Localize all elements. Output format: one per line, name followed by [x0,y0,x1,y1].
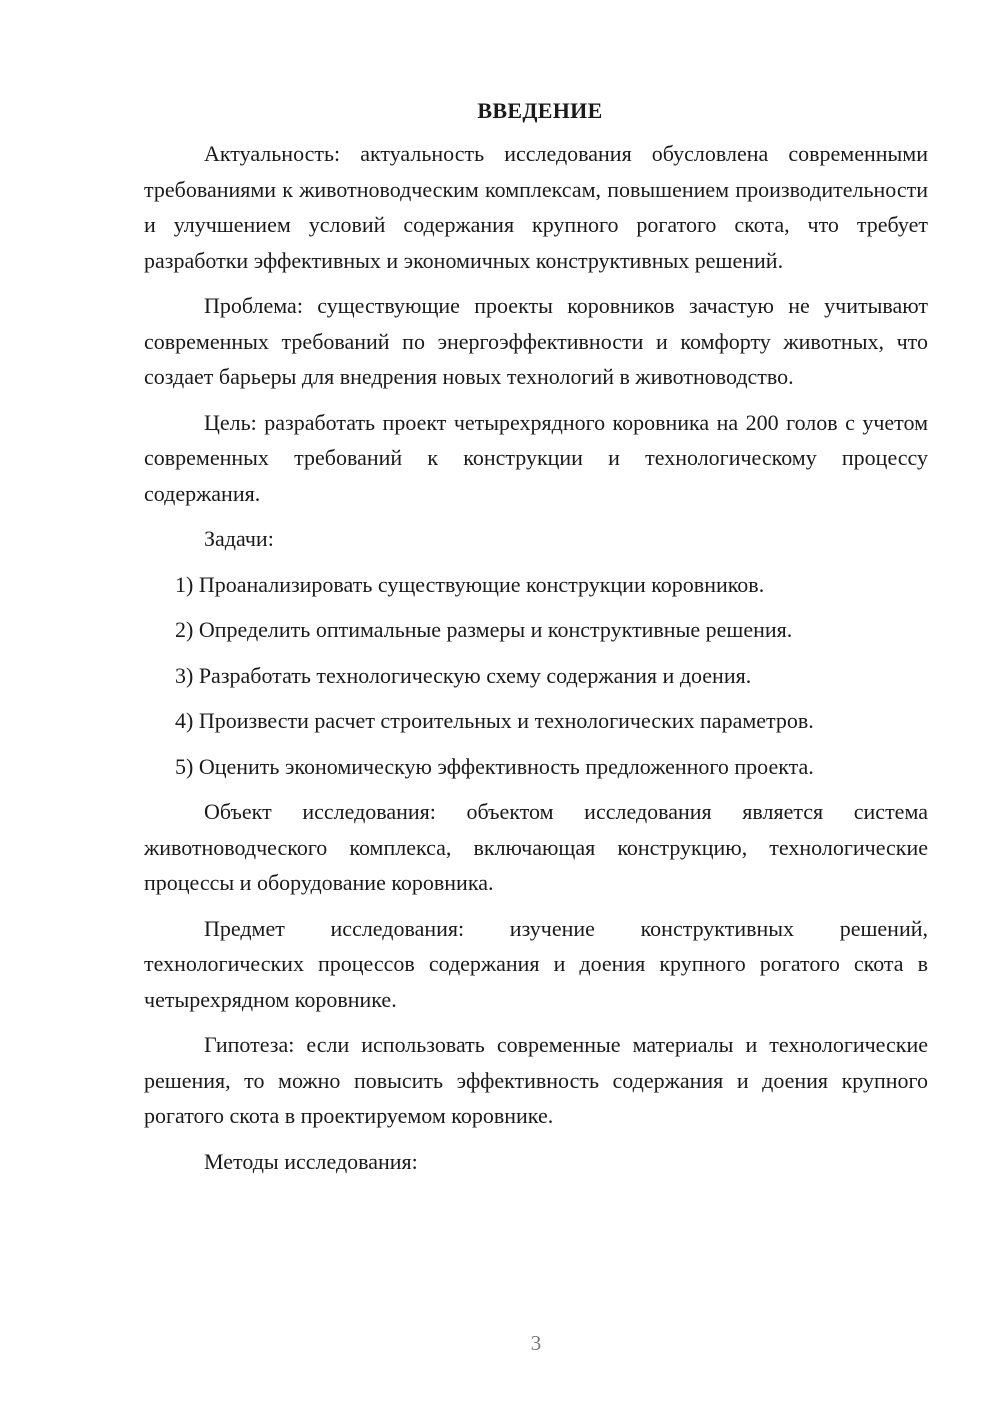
task-item: 5) Оценить экономическую эффективность предложенного проекта. [175,753,814,779]
goal-paragraph: Цель: разработать проект четырехрядного коровника на 200 голов с учетом современных требований к конструкции и технологическому процессу содержания. [144,409,928,506]
section-title: ВВЕДЕНИЕ [477,98,603,123]
relevance-paragraph: Актуальность: актуальность исследования обусловлена современными требованиями к животноводческим комплексам, повышением производительности и улучшением условий содержания крупного рогатого скота, что требует разработки эффективных и экономичных конструктивных решений. [144,141,928,273]
task-item: 2) Определить оптимальные размеры и конструктивные решения. [175,617,793,642]
methods-heading: Методы исследования: [204,1148,418,1174]
tasks-list [144,567,928,785]
document-page [144,96,928,1189]
hypothesis-paragraph: Гипотеза: если использовать современные материалы и технологические решения, то можно повысить эффективность содержания и доения крупного рогатого скота в проектируемом коровнике. [144,1032,928,1128]
task-item: 3) Разработать технологическую схему содержания и доения. [175,662,752,688]
subject-paragraph: Предмет исследования: изучение конструктивных решений, технологических процессов содержания и доения крупного рогатого скота в четырехрядном коровнике. [144,915,928,1012]
task-item: 4) Произвести расчет строительных и технологических параметров. [175,708,814,733]
task-item: 1) Проанализировать существующие конструкции коровников. [175,571,765,597]
page-number: 3 [530,1331,542,1355]
tasks-heading: Задачи: [204,526,274,551]
problem-paragraph: Проблема: существующие проекты коровников зачастую не учитывают современных требований по энергоэффективности и комфорту животных, что создает барьеры для внедрения новых технологий в животноводство. [144,293,928,389]
object-paragraph: Объект исследования: объектом исследования является система животноводческого комплекса, включающая конструкцию, технологические процессы и оборудование коровника. [144,799,928,895]
